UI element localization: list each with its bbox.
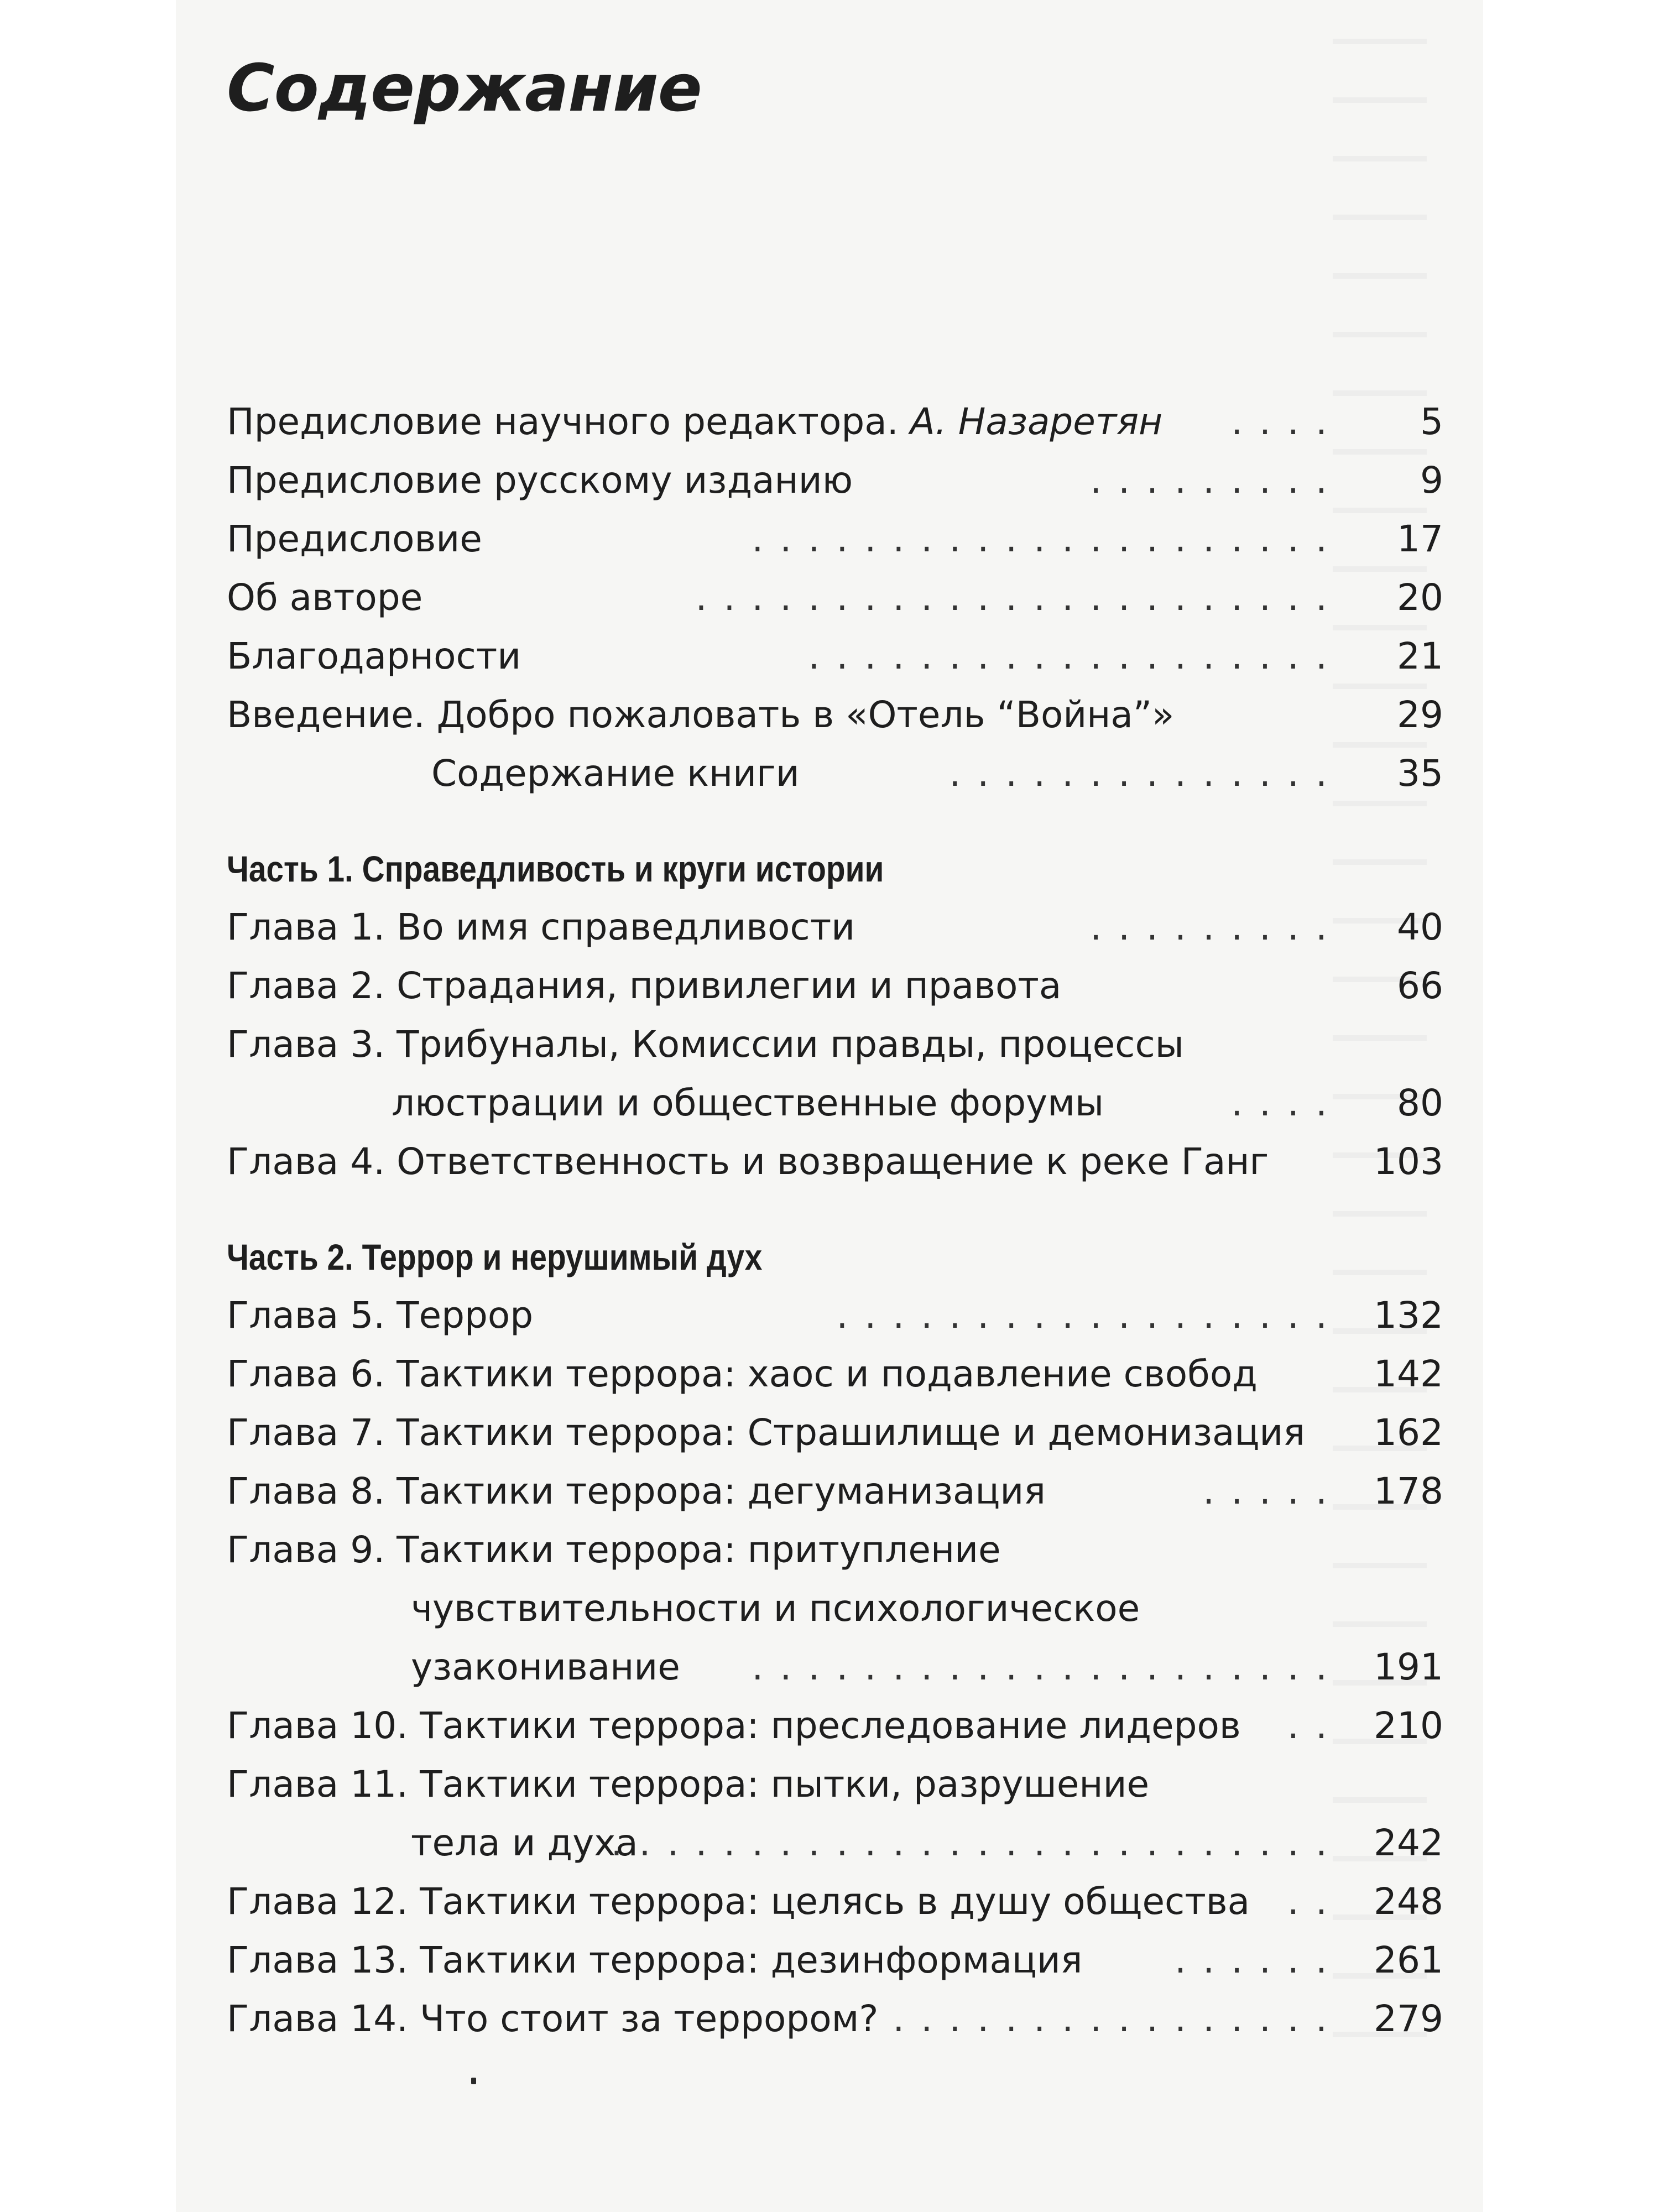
entry-title-continued: узаконивание bbox=[411, 1646, 680, 1688]
toc-entry-chapter-10 bbox=[227, 1697, 1443, 1755]
leader-dots: ...... bbox=[1175, 1939, 1344, 1981]
page-number: 132 bbox=[1374, 1294, 1443, 1337]
page-number: 178 bbox=[1374, 1470, 1443, 1512]
entry-title: Глава 12. Тактики террора: целясь в душу общества bbox=[227, 1880, 1250, 1923]
page-number: 142 bbox=[1374, 1353, 1443, 1395]
page-number: 248 bbox=[1374, 1880, 1443, 1923]
leader-dots: .... bbox=[1231, 1082, 1344, 1124]
toc-entry-chapter-9 bbox=[227, 1521, 1443, 1579]
toc-title: Содержание bbox=[227, 50, 702, 126]
toc-entry-chapter-14 bbox=[227, 1990, 1443, 2048]
entry-title-continued: чувствительности и психологическое bbox=[411, 1587, 1140, 1630]
toc-entry-chapter-6 bbox=[227, 1345, 1443, 1404]
page-number: 35 bbox=[1397, 752, 1443, 795]
scan-speck bbox=[471, 2078, 476, 2084]
entry-title-continued: тела и духа bbox=[411, 1822, 638, 1864]
leader-dots: .... bbox=[1231, 400, 1344, 443]
toc-entry-chapter-12 bbox=[227, 1872, 1443, 1931]
entry-title: Об авторе bbox=[227, 576, 423, 619]
entry-title: Глава 7. Тактики террора: Страшилище и демонизация bbox=[227, 1411, 1305, 1454]
leader-dots: .................. bbox=[836, 1294, 1344, 1337]
page-number: 210 bbox=[1374, 1704, 1443, 1747]
toc-entry-russian-preface bbox=[227, 451, 1443, 510]
page-number: 191 bbox=[1374, 1646, 1443, 1688]
leader-dots: ..................... bbox=[752, 518, 1344, 560]
entry-title: Содержание книги bbox=[431, 752, 800, 795]
part-1-heading: Часть 1. Справедливость и круги истории bbox=[227, 848, 884, 889]
toc-entry-chapter-7 bbox=[227, 1404, 1443, 1462]
entry-author: А. Назаретян bbox=[910, 400, 1163, 443]
page-number: 29 bbox=[1397, 693, 1443, 736]
entry-title: Глава 1. Во имя справедливости bbox=[227, 906, 855, 948]
toc-entry-preface bbox=[227, 510, 1443, 568]
toc-entry-chapter-9-continued-1 bbox=[227, 1579, 1443, 1638]
page-number: 66 bbox=[1397, 964, 1443, 1007]
toc-entry-introduction bbox=[227, 686, 1443, 744]
entry-title: Благодарности bbox=[227, 635, 521, 677]
leader-dots: ....................... bbox=[695, 576, 1344, 619]
leader-dots: ......... bbox=[1090, 906, 1344, 948]
entry-title: Глава 10. Тактики террора: преследование лидеров bbox=[227, 1704, 1241, 1747]
leader-dots: .......................... bbox=[611, 1822, 1344, 1864]
toc-entry-chapter-2 bbox=[227, 957, 1443, 1015]
page-number: 80 bbox=[1397, 1082, 1443, 1124]
toc-entry-book-contents bbox=[227, 744, 1443, 803]
page-number: 21 bbox=[1397, 635, 1443, 677]
entry-title: Глава 13. Тактики террора: дезинформация bbox=[227, 1939, 1083, 1981]
entry-title: Глава 14. Что стоит за террором? bbox=[227, 1997, 879, 2040]
page-number: 242 bbox=[1374, 1822, 1443, 1864]
toc-entry-chapter-3 bbox=[227, 1015, 1443, 1074]
toc-entry-chapter-3-continued bbox=[227, 1074, 1443, 1133]
toc-entry-editor-preface bbox=[227, 393, 1443, 451]
toc-entry-chapter-13 bbox=[227, 1931, 1443, 1990]
toc-entry-about-author bbox=[227, 568, 1443, 627]
toc-entry-chapter-8 bbox=[227, 1462, 1443, 1521]
leader-dots: ..................... bbox=[752, 1646, 1344, 1688]
entry-title: Глава 6. Тактики террора: хаос и подавление свобод bbox=[227, 1353, 1258, 1395]
part-2-heading: Часть 2. Террор и нерушимый дух bbox=[227, 1237, 763, 1277]
table-of-contents bbox=[227, 0, 1443, 2212]
page-number: 279 bbox=[1374, 1997, 1443, 2040]
entry-title: Предисловие русскому изданию bbox=[227, 459, 853, 502]
entry-title: Введение. Добро пожаловать в «Отель “Война”» bbox=[227, 693, 1175, 736]
leader-dots: ................ bbox=[893, 1997, 1344, 2040]
page-number: 5 bbox=[1420, 400, 1443, 443]
page-number: 261 bbox=[1374, 1939, 1443, 1981]
leader-dots: .............. bbox=[949, 752, 1344, 795]
leader-dots: ..... bbox=[1203, 1470, 1344, 1512]
entry-title: Глава 11. Тактики террора: пытки, разрушение bbox=[227, 1763, 1150, 1806]
leader-dots: ................... bbox=[808, 635, 1344, 677]
toc-entry-chapter-1 bbox=[227, 898, 1443, 957]
page-number: 103 bbox=[1374, 1140, 1443, 1183]
toc-entry-chapter-11 bbox=[227, 1755, 1443, 1814]
entry-title: Глава 2. Страдания, привилегии и правота bbox=[227, 964, 1062, 1007]
page-number: 40 bbox=[1397, 906, 1443, 948]
toc-entry-chapter-9-continued-2 bbox=[227, 1638, 1443, 1697]
page-number: 20 bbox=[1397, 576, 1443, 619]
leader-dots: ......... bbox=[1090, 459, 1344, 502]
entry-title: Глава 8. Тактики террора: дегуманизация bbox=[227, 1470, 1046, 1512]
toc-entry-chapter-5 bbox=[227, 1286, 1443, 1345]
entry-title: Предисловие научного редактора. bbox=[227, 400, 899, 443]
toc-entry-chapter-11-continued bbox=[227, 1814, 1443, 1872]
entry-title: Глава 9. Тактики террора: притупление bbox=[227, 1528, 1001, 1571]
toc-entry-chapter-4 bbox=[227, 1133, 1443, 1191]
entry-title-continued: люстрации и общественные форумы bbox=[392, 1082, 1104, 1124]
toc-entry-acknowledgements bbox=[227, 627, 1443, 686]
entry-title: Глава 5. Террор bbox=[227, 1294, 534, 1337]
entry-title: Предисловие bbox=[227, 518, 482, 560]
entry-title: Глава 3. Трибуналы, Комиссии правды, процессы bbox=[227, 1023, 1184, 1066]
page-number: 17 bbox=[1397, 518, 1443, 560]
entry-title: Глава 4. Ответственность и возвращение к реке Ганг bbox=[227, 1140, 1269, 1183]
page-number: 9 bbox=[1420, 459, 1443, 502]
leader-dots: .. bbox=[1287, 1880, 1344, 1923]
leader-dots: .. bbox=[1287, 1704, 1344, 1747]
page-number: 162 bbox=[1374, 1411, 1443, 1454]
